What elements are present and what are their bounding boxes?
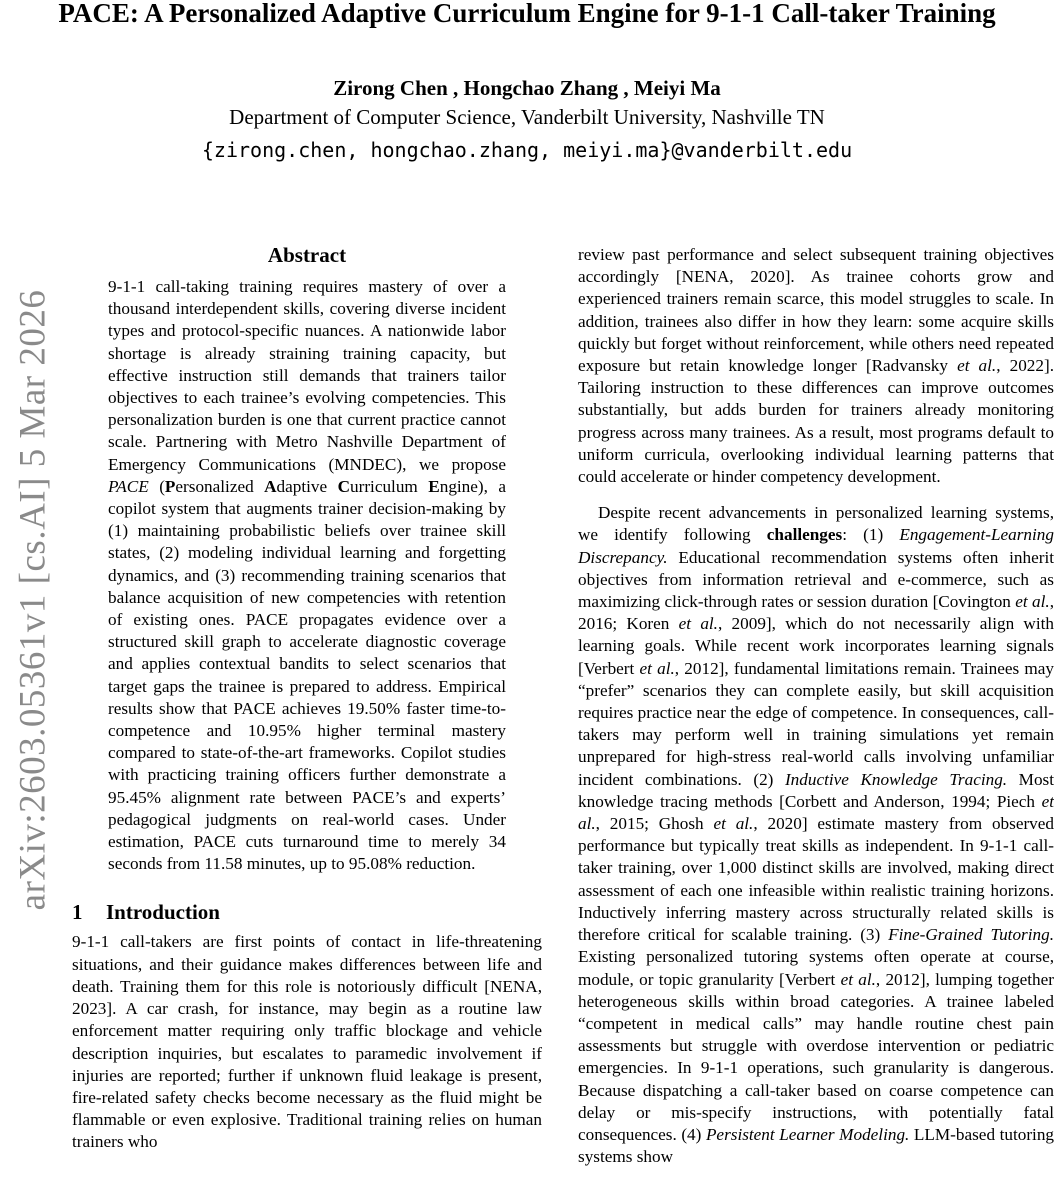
arxiv-stamp: arXiv:2603.05361v1 [cs.AI] 5 Mar 2026 [12,289,54,911]
left-column [72,242,542,1154]
intro-paragraph-continued: review past performance and select subsequent training objectives accordingly [NENA, 2020]. As trainee cohorts grow and experienced trainers remain scarce, this model struggles to scale. In addition, trainees also differ in how they learn: some acquire skills quickly but forget without reinforcement, while others need repeated exposure but retain knowledge longer [Radvansky et al., 2022]. Tailoring instruction to these differences can improve outcomes substantially, but adds burden for trainers already monitoring progress across many trainees. As a result, most programs default to uniform curricula, overlooking individual learning patterns that could accelerate or hinder competency development. [578,245,1054,487]
author-list: Zirong Chen , Hongchao Zhang , Meiyi Ma [333,76,721,100]
author-emails: {zirong.chen, hongchao.zhang, meiyi.ma}@vanderbilt.edu [201,138,853,162]
affiliation: Department of Computer Science, Vanderbilt University, Nashville TN [229,105,825,129]
abstract-heading: Abstract [267,243,347,267]
intro-paragraph: 9-1-1 call-takers are first points of contact in life-threatening situations, and their guidance makes differences between life and death. Training them for this role is notoriously difficult [NENA, 2023]. A car crash, for instance, may begin as a routine law enforcement matter requiring only traffic blockage and vehicle description inquiries, but escalates to paramedic involvement if injuries are reported; further if unknown fluid leakage is present, fire-related safety checks become necessary as the fluid might be flammable or even explosive. Traditional training relies on human trainers who [72,932,542,1152]
abstract-text: 9-1-1 call-taking training requires mastery of over a thousand interdependent skills, covering diverse incident types and protocol-specific nuances. A nationwide labor shortage is already straining training capacity, but effective instruction still demands that trainers tailor objectives to each trainee’s evolving competencies. This personalization burden is one that current practice cannot scale. Partnering with Metro Nashville Department of Emergency Communications (MNDEC), we propose PACE (Personalized Adaptive Curriculum Engine), a copilot system that augments trainer decision-making by (1) maintaining probabilistic beliefs over trainee skill states, (2) modeling individual learning and forgetting dynamics, and (3) recommending training scenarios that balance acquisition of new competencies with retention of existing ones. PACE propagates evidence over a structured skill graph to accelerate diagnostic coverage and applies contextual bandits to select scenarios that target gaps the trainee is prepared to address. Empirical results show that PACE achieves 19.50% faster time-to-competence and 10.95% higher terminal mastery compared to state-of-the-art frameworks. Copilot studies with practicing training officers further demonstrate a 95.45% alignment rate between PACE’s and experts’ pedagogical judgments on real-world cases. Under estimation, PACE cuts turnaround time to merely 34 seconds from 11.58 minutes, up to 95.08% reduction. [108,277,506,874]
section-heading-introduction [72,899,542,925]
right-column [578,244,1054,1168]
section-title: Introduction [106,900,220,925]
paper-title: PACE: A Personalized Adaptive Curriculum Engine for 9-1-1 Call-taker Training [58,0,996,28]
section-number: 1 [72,900,83,925]
challenges-paragraph: Despite recent advancements in personalized learning systems, we identify following challenges: (1) Engagement-Learning Discrepancy. Educational recommendation systems often inherit objectives from information retrieval and e-commerce, such as maximizing click-through rates or session duration [Covington et al., 2016; Koren et al., 2009], which do not necessarily align with learning goals. While recent work incorporates learning signals [Verbert et al., 2012], fundamental limitations remain. Trainees may “prefer” scenarios they can complete easily, but skill acquisition requires practice near the edge of competence. In consequences, call-takers may perform well in training simulations yet remain unprepared for high-stress real-world calls involving unfamiliar incident combinations. (2) Inductive Knowledge Tracing. Most knowledge tracing methods [Corbett and Anderson, 1994; Piech et al., 2015; Ghosh et al., 2020] estimate mastery from observed performance but typically treat skills as independent. In 9-1-1 call-taker training, over 1,000 distinct skills are involved, making direct assessment of each one infeasible within realistic training horizons. Inductively inferring mastery across structurally related skills is therefore critical for scalable training. (3) Fine-Grained Tutoring. Existing personalized tutoring systems often operate at course, module, or topic granularity [Verbert et al., 2012], lumping together heterogeneous skills within broad categories. A trainee labeled “competent in medical calls” may handle routine chest pain assessments but struggle with overdose intervention or pediatric emergencies. In 9-1-1 operations, such granularity is dangerous. Because dispatching a call-taker based on coarse competence can delay or mis-specify instructions, with potentially fatal consequences. (4) Persistent Learner Modeling. LLM-based tutoring systems show [578,503,1054,1167]
